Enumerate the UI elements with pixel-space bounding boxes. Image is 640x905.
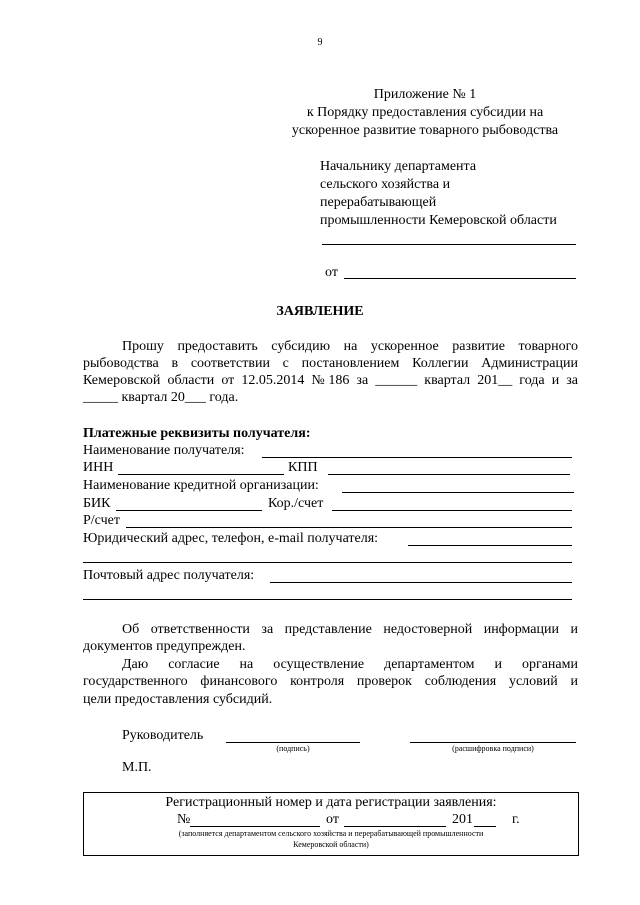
- consent-line1: Даю согласие на осуществление департаментом и органами: [122, 657, 578, 672]
- stamp-label: М.П.: [122, 760, 152, 775]
- postal-address-field[interactable]: [270, 582, 572, 583]
- bank-name-label: Наименование кредитной организации:: [83, 478, 319, 493]
- registration-year-suffix: г.: [512, 812, 520, 827]
- request-line1: Прошу предоставить субсидию на ускоренное развитие товарного: [122, 339, 578, 354]
- registration-from-label: от: [326, 812, 339, 827]
- registration-date-field[interactable]: [344, 826, 446, 827]
- account-label: Р/счет: [83, 513, 120, 528]
- addressee-blank-line[interactable]: [322, 244, 576, 245]
- responsibility-line1: Об ответственности за представление недостоверной информации и: [122, 622, 578, 637]
- inn-field[interactable]: [118, 474, 284, 475]
- requisites-heading: Платежные реквизиты получателя:: [83, 426, 311, 441]
- legal-address-field-continued[interactable]: [83, 562, 572, 563]
- registration-year-field[interactable]: [474, 826, 496, 827]
- legal-address-field[interactable]: [408, 545, 572, 546]
- registration-year-prefix: 201: [452, 812, 473, 827]
- signature-decryption-caption: (расшифровка подписи): [452, 744, 534, 753]
- head-label: Руководитель: [122, 728, 204, 743]
- kpp-field[interactable]: [328, 474, 570, 475]
- responsibility-line2: документов предупрежден.: [83, 639, 246, 654]
- signature-field[interactable]: [226, 742, 360, 743]
- signature-caption: (подпись): [276, 744, 310, 753]
- inn-label: ИНН: [83, 460, 114, 475]
- appendix-line2: к Порядку предоставления субсидии на: [306, 105, 544, 120]
- recipient-name-label: Наименование получателя:: [83, 443, 245, 458]
- from-label: от: [325, 265, 338, 280]
- bik-label: БИК: [83, 496, 111, 511]
- registration-number-field[interactable]: [190, 826, 320, 827]
- appendix-line1: Приложение № 1: [373, 87, 477, 102]
- kpp-label: КПП: [288, 460, 318, 475]
- consent-line2: государственного финансового контроля проверок соблюдения условий и: [83, 674, 578, 689]
- from-field[interactable]: [344, 278, 576, 279]
- appendix-line3: ускоренное развитие товарного рыбоводства: [291, 123, 559, 138]
- bik-field[interactable]: [116, 510, 262, 511]
- registration-number-label: №: [177, 812, 191, 827]
- page-number: 9: [317, 37, 323, 48]
- corr-account-field[interactable]: [332, 510, 572, 511]
- signature-decryption-field[interactable]: [410, 742, 576, 743]
- registration-title: Регистрационный номер и дата регистрации заявления:: [165, 795, 497, 810]
- request-line2: рыбоводства в соответствии с постановлением Коллегии Администрации: [83, 356, 578, 371]
- request-line3: Кемеровской области от 12.05.2014 №186 за ______ квартал 201__ года и за: [83, 373, 578, 388]
- bank-name-field[interactable]: [342, 492, 574, 493]
- legal-address-label: Юридический адрес, телефон, e-mail получателя:: [83, 531, 379, 546]
- addressee-line2: сельского хозяйства и: [320, 177, 451, 192]
- addressee-line3: перерабатывающей: [320, 195, 437, 210]
- registration-note-line2: Кемеровской области): [293, 840, 369, 849]
- account-field[interactable]: [126, 527, 572, 528]
- request-line4: _____ квартал 20___ года.: [83, 390, 239, 405]
- recipient-name-field[interactable]: [262, 457, 572, 458]
- registration-note-line1: (заполняется департаментом сельского хозяйства и перерабатывающей промышленности: [178, 829, 484, 838]
- corr-account-label: Кор./счет: [268, 496, 324, 511]
- postal-address-field-continued[interactable]: [83, 599, 572, 600]
- postal-address-label: Почтовый адрес получателя:: [83, 568, 255, 583]
- document-title: ЗАЯВЛЕНИЕ: [276, 304, 364, 319]
- addressee-line4: промышленности Кемеровской области: [320, 213, 557, 228]
- consent-line3: цели предоставления субсидий.: [83, 692, 273, 707]
- addressee-line1: Начальнику департамента: [320, 159, 477, 174]
